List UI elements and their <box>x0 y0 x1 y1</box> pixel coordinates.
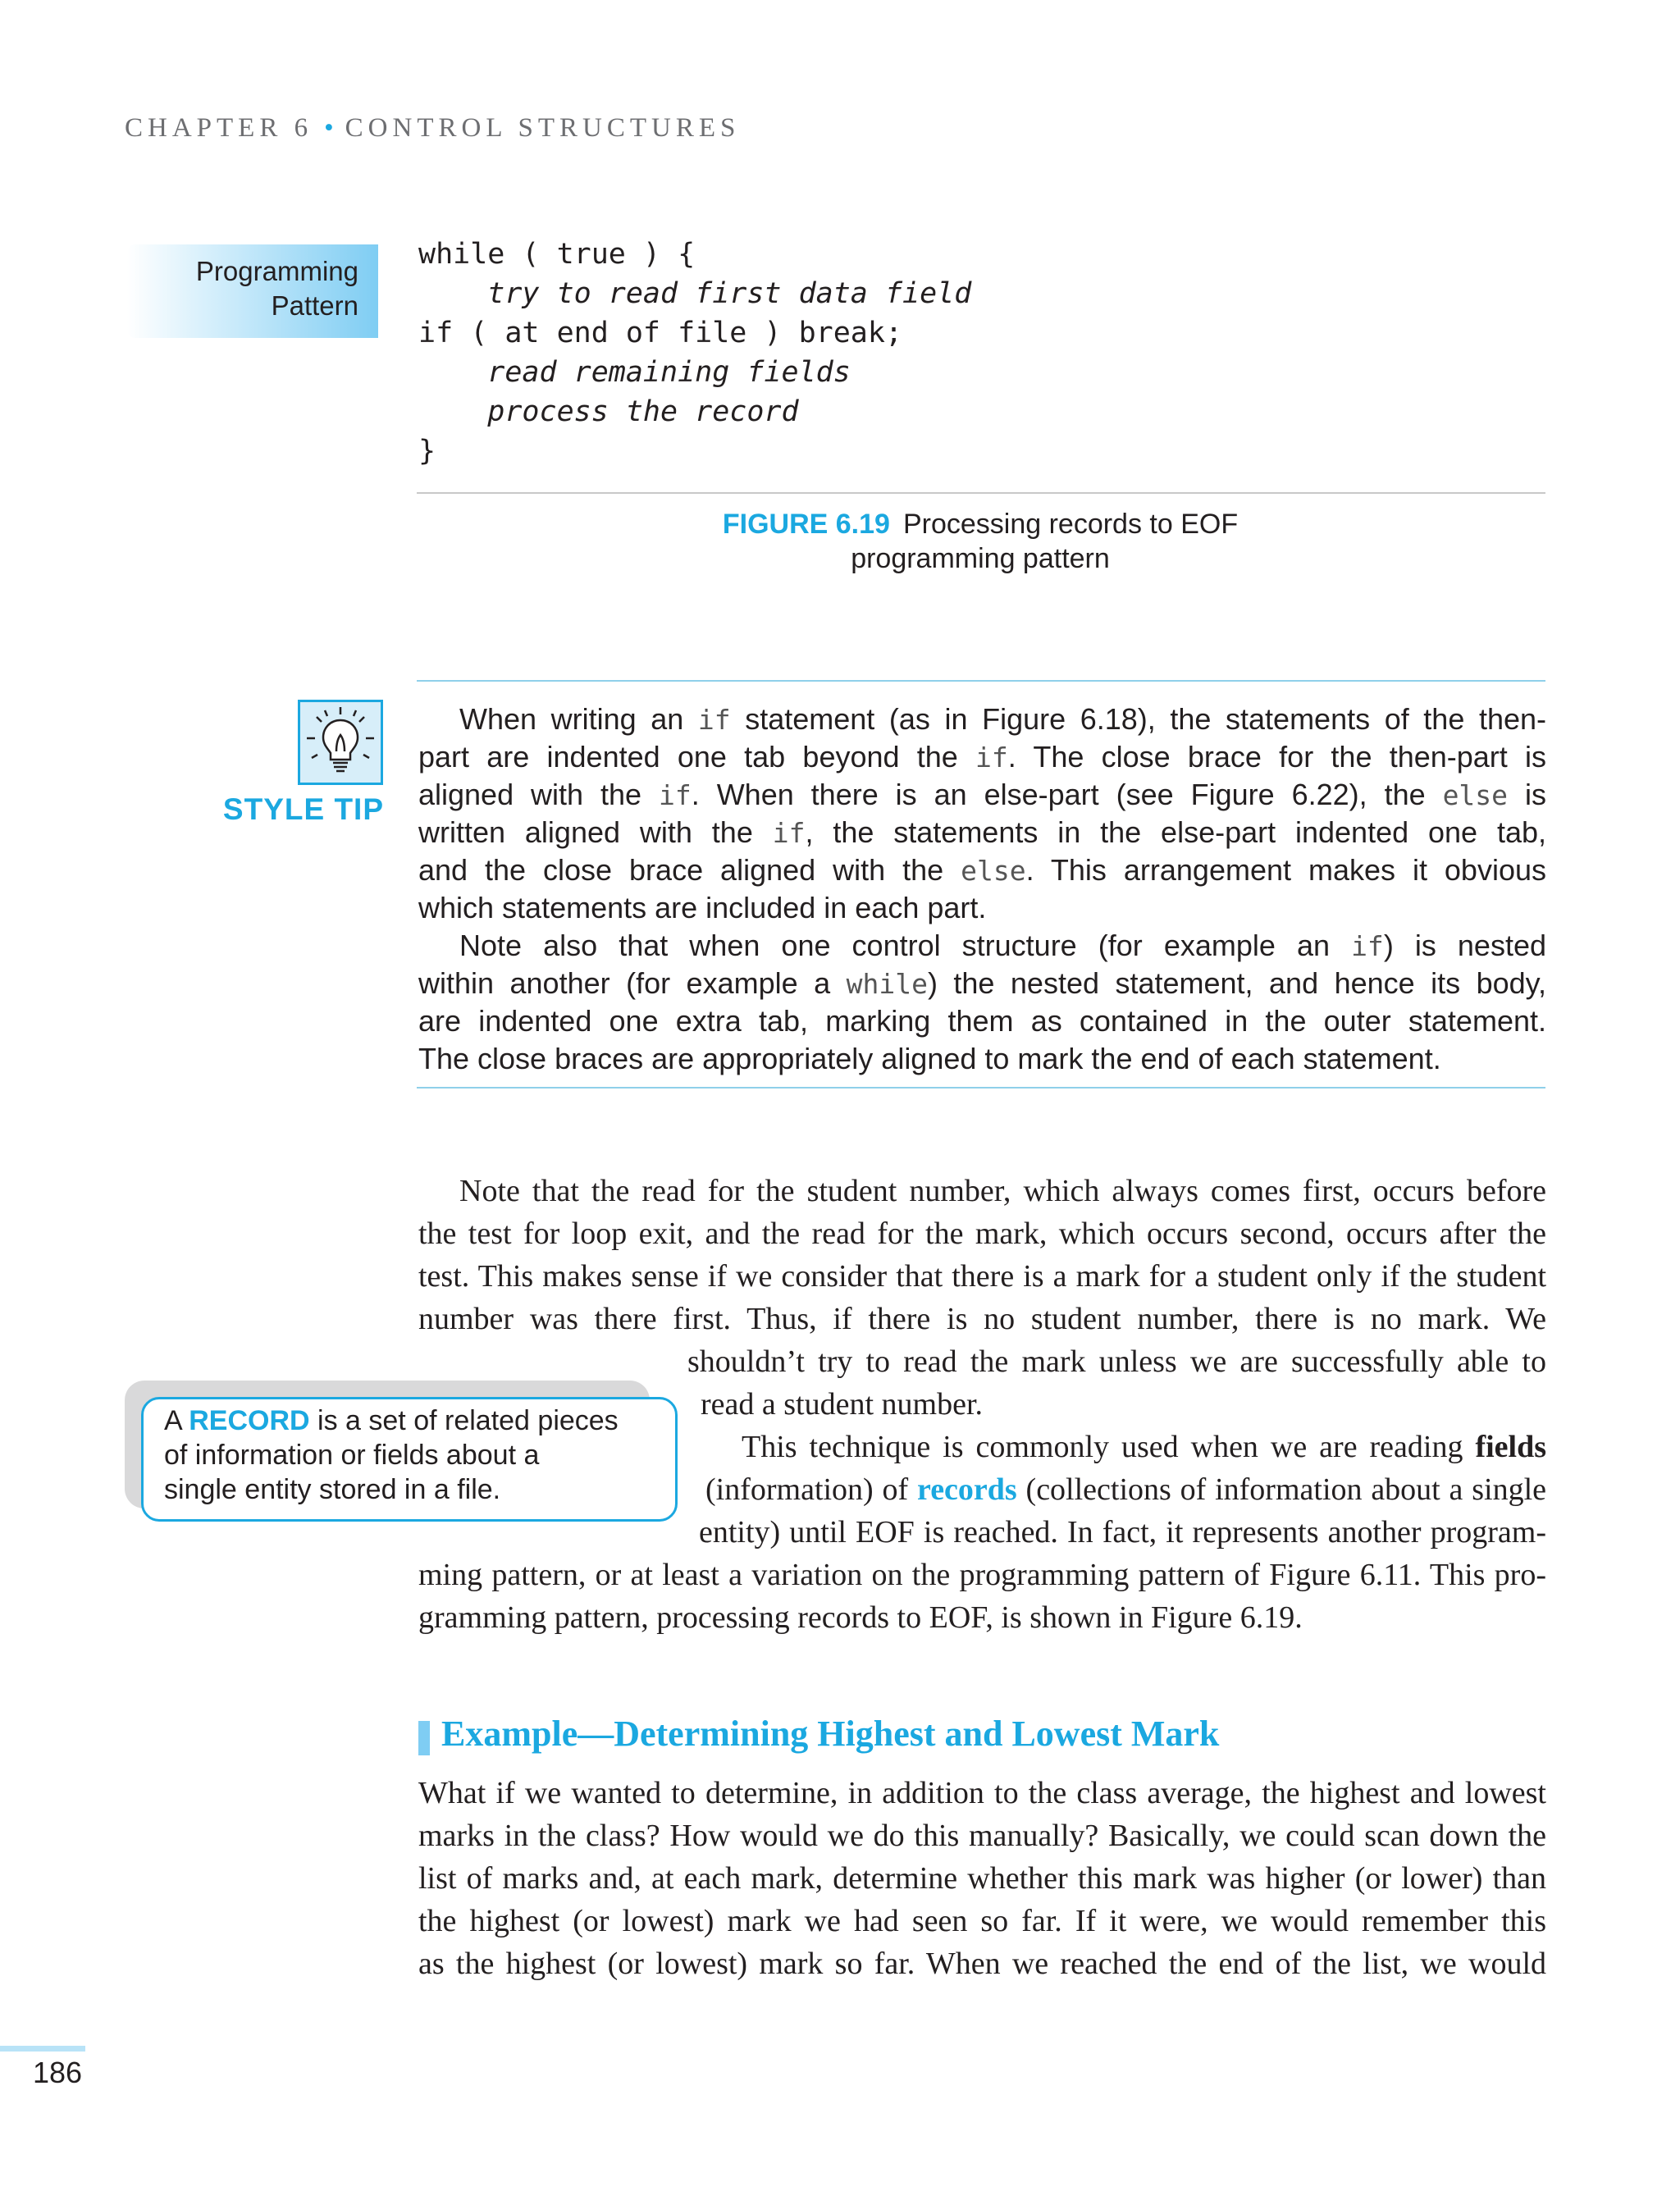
style-tip-bottom-rule <box>417 1087 1545 1089</box>
style-tip-line: and the close brace aligned with the else. This arrangement makes it obvious <box>418 853 1546 887</box>
body-line: (information) of records (collections of information about a single <box>705 1472 1547 1507</box>
body-line: number was there first. Thus, if there is no student number, there is no mark. We <box>418 1302 1546 1336</box>
body-line: list of marks and, at each mark, determine whether this mark was higher (or lower) than <box>418 1861 1546 1896</box>
code-line: } <box>418 435 436 468</box>
body-line: This technique is commonly used when we are reading fields <box>742 1430 1546 1464</box>
body-line: entity) until EOF is reached. In fact, it represents another program- <box>699 1515 1546 1549</box>
page-number-bar <box>0 2046 85 2052</box>
body-line: read a student number. <box>701 1387 984 1422</box>
style-tip-line: written aligned with the if, the statements in the else-part indented one tab, <box>418 815 1546 849</box>
style-tip-line: part are indented one tab beyond the if. The close brace for the then-part is <box>418 740 1547 774</box>
running-head-chapter: CHAPTER 6 <box>125 113 313 143</box>
style-tip-line: When writing an if statement (as in Figure 6.18), the statements of the then- <box>459 702 1546 736</box>
body-line: shouldn’t try to read the mark unless we are successfully able to <box>687 1344 1546 1379</box>
pattern-tab-line-2: Pattern <box>271 290 358 321</box>
section-heading: Example—Determining Highest and Lowest Mark <box>441 1714 1220 1754</box>
page-number: 186 <box>33 2056 83 2089</box>
margin-note-line: of information or fields about a <box>164 1440 540 1471</box>
style-tip-line: The close braces are appropriately aligned to mark the end of each statement. <box>418 1042 1441 1075</box>
body-line: the highest (or lowest) mark we had seen so far. If it were, we would remember this <box>418 1904 1546 1938</box>
figure-label: FIGURE 6.19 <box>722 509 890 540</box>
code-line: process the record <box>418 395 799 428</box>
records-term: records <box>917 1472 1017 1507</box>
style-tip-line: are indented one extra tab, marking them as contained in the outer statement. <box>418 1004 1546 1038</box>
code-line: try to read first data field <box>418 277 972 310</box>
style-tip-line: which statements are included in each part. <box>418 891 987 924</box>
body-line: the test for loop exit, and the read for the mark, which occurs second, occurs after the <box>418 1216 1546 1251</box>
body-line: as the highest (or lowest) mark so far. When we reached the end of the list, we would <box>418 1947 1546 1981</box>
programming-pattern-tab <box>127 244 378 338</box>
code-line: if ( at end of file ) break; <box>418 317 903 349</box>
record-term: RECORD <box>189 1405 310 1436</box>
code-line: read remaining fields <box>418 356 851 389</box>
running-head <box>125 113 740 144</box>
body-line: ming pattern, or at least a variation on the programming pattern of Figure 6.11. This pro- <box>418 1558 1546 1592</box>
running-head-title: CONTROL STRUCTURES <box>345 113 741 143</box>
style-tip-line: Note also that when one control structure (for example an if) is nested <box>459 929 1547 962</box>
body-line: test. This makes sense if we consider that there is a mark for a student only if the student <box>418 1259 1546 1294</box>
margin-note-line: single entity stored in a file. <box>164 1474 501 1505</box>
figure-divider <box>417 492 1545 494</box>
code-line: while ( true ) { <box>418 238 696 271</box>
body-line: Note that the read for the student number, which always comes first, occurs before <box>459 1174 1546 1208</box>
style-tip-top-rule <box>417 680 1545 682</box>
margin-note-line: A RECORD is a set of related pieces <box>164 1405 619 1436</box>
style-tip-line: aligned with the if. When there is an else-part (see Figure 6.22), the else is <box>418 778 1546 811</box>
section-heading-bar <box>418 1721 430 1755</box>
body-line: gramming pattern, processing records to EOF, is shown in Figure 6.19. <box>418 1600 1303 1635</box>
figure-caption-line-2: programming pattern <box>851 543 1110 574</box>
lightbulb-icon <box>298 700 383 785</box>
style-tip-line: within another (for example a while) the nested statement, and hence its body, <box>418 966 1546 1000</box>
style-tip-label: STYLE TIP <box>222 792 384 826</box>
pattern-tab-line-1: Programming <box>195 256 358 286</box>
body-line: marks in the class? How would we do this manually? Basically, we could scan down the <box>418 1819 1546 1853</box>
figure-caption-line-1: Processing records to EOF <box>902 509 1239 540</box>
running-head-bullet: • <box>324 113 334 143</box>
body-line: What if we wanted to determine, in addition to the class average, the highest and lowest <box>418 1776 1546 1810</box>
figure-caption <box>414 507 1546 576</box>
